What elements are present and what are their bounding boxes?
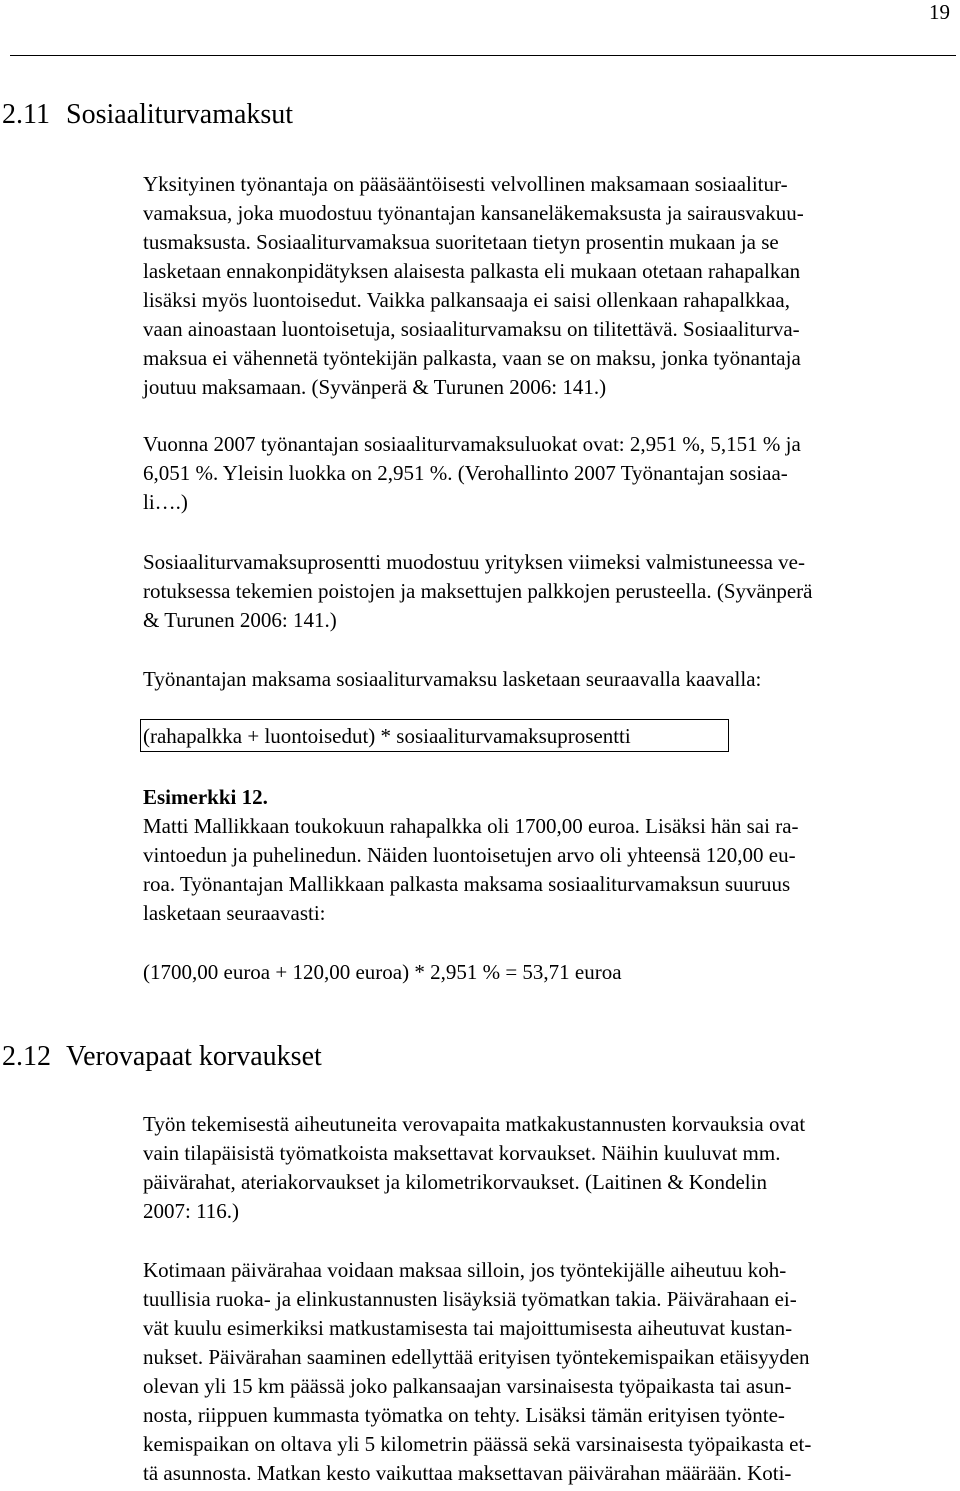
text-line: tusmaksusta. Sosiaaliturvamaksua suoritetaan tietyn prosentin mukaan ja se [143, 230, 779, 254]
text-line: Sosiaaliturvamaksuprosentti muodostuu yrityksen viimeksi valmistuneessa ve- [143, 550, 805, 574]
header-rule [10, 55, 956, 56]
text-line: 2007: 116.) [143, 1199, 240, 1223]
paragraph-2-11-3 [143, 548, 943, 635]
text-line: olevan yli 15 km päässä joko palkansaajan varsinaisesta työpaikasta tai asun- [143, 1374, 792, 1398]
example-title: Esimerkki 12. [143, 785, 268, 809]
page-number: 19 [929, 0, 950, 24]
text-line: kemispaikan on oltava yli 5 kilometrin päässä sekä varsinaisesta työpaikasta et- [143, 1432, 812, 1456]
text-line: vaan ainoastaan luontoisetuja, sosiaaliturvamaksu on tilitettävä. Sosiaaliturva- [143, 317, 800, 341]
text-line: rotuksessa tekemien poistojen ja maksettujen palkkojen perusteella. (Syvänperä [143, 579, 813, 603]
section-heading-2-12 [2, 1040, 322, 1074]
text-line: vain tilapäisistä työmatkoista maksettavat korvaukset. Näihin kuuluvat mm. [143, 1141, 781, 1165]
text-line: vamaksua, joka muodostuu työnantajan kansaneläkemaksusta ja sairausvakuu- [143, 201, 804, 225]
section-title: Verovapaat korvaukset [66, 1041, 322, 1072]
formula-text: (rahapalkka + luontoisedut) * sosiaaliturvamaksuprosentti [143, 724, 631, 748]
calculation [143, 958, 943, 987]
text-line: Työnantajan maksama sosiaaliturvamaksu lasketaan seuraavalla kaavalla: [143, 667, 762, 691]
text-line: nosta, riippuen kummasta työmatka on tehty. Lisäksi tämän erityisen työnte- [143, 1403, 785, 1427]
example-block [143, 783, 943, 928]
text-line: Matti Mallikkaan toukokuun rahapalkka oli 1700,00 euroa. Lisäksi hän sai ra- [143, 814, 799, 838]
text-line: nukset. Päivärahan saaminen edellyttää erityisen työntekemispaikan etäisyyden [143, 1345, 810, 1369]
text-line: Vuonna 2007 työnantajan sosiaaliturvamaksuluokat ovat: 2,951 %, 5,151 % ja [143, 432, 801, 456]
section-heading-2-11 [2, 98, 293, 132]
paragraph-2-12-2 [143, 1256, 943, 1488]
text-line: lasketaan seuraavasti: [143, 901, 326, 925]
text-line: lisäksi myös luontoisedut. Vaikka palkansaaja ei saisi ollenkaan rahapalkkaa, [143, 288, 790, 312]
text-line: joutuu maksamaan. (Syvänperä & Turunen 2006: 141.) [143, 375, 607, 399]
paragraph-2-11-1 [143, 170, 943, 402]
text-line: tä asunnosta. Matkan kesto vaikuttaa maksettavan päivärahan määrään. Koti- [143, 1461, 792, 1485]
paragraph-2-11-4 [143, 665, 943, 694]
section-number: 2.11 [2, 99, 50, 130]
text-line: li….) [143, 490, 188, 514]
section-title: Sosiaaliturvamaksut [66, 99, 294, 130]
text-line: & Turunen 2006: 141.) [143, 608, 337, 632]
paragraph-2-11-2 [143, 430, 943, 517]
text-line: tuullisia ruoka- ja elinkustannusten lisäyksiä työmatkan takia. Päivärahaan ei- [143, 1287, 797, 1311]
text-line: päivärahat, ateriakorvaukset ja kilometrikorvaukset. (Laitinen & Kondelin [143, 1170, 767, 1194]
text-line: lasketaan ennakonpidätyksen alaisesta palkasta eli mukaan otetaan rahapalkan [143, 259, 801, 283]
text-line: vintoedun ja puhelinedun. Näiden luontoisetujen arvo oli yhteensä 120,00 eu- [143, 843, 796, 867]
calculation-line: (1700,00 euroa + 120,00 euroa) * 2,951 % = 53,71 euroa [143, 960, 622, 984]
text-line: vät kuulu esimerkiksi matkustamisesta tai majoittumisesta aiheutuvat kustan- [143, 1316, 793, 1340]
text-line: 6,051 %. Yleisin luokka on 2,951 %. (Verohallinto 2007 Työnantajan sosiaa- [143, 461, 788, 485]
text-line: Työn tekemisestä aiheutuneita verovapaita matkakustannusten korvauksia ovat [143, 1112, 806, 1136]
section-number: 2.12 [2, 1041, 51, 1072]
text-line: roa. Työnantajan Mallikkaan palkasta maksama sosiaaliturvamaksun suuruus [143, 872, 791, 896]
text-line: Yksityinen työnantaja on pääsääntöisesti velvollinen maksamaan sosiaalitur- [143, 172, 788, 196]
paragraph-2-12-1 [143, 1110, 943, 1226]
text-line: maksua ei vähennetä työntekijän palkasta, vaan se on maksu, jonka työnantaja [143, 346, 801, 370]
text-line: Kotimaan päivärahaa voidaan maksaa silloin, jos työntekijälle aiheutuu koh- [143, 1258, 787, 1282]
